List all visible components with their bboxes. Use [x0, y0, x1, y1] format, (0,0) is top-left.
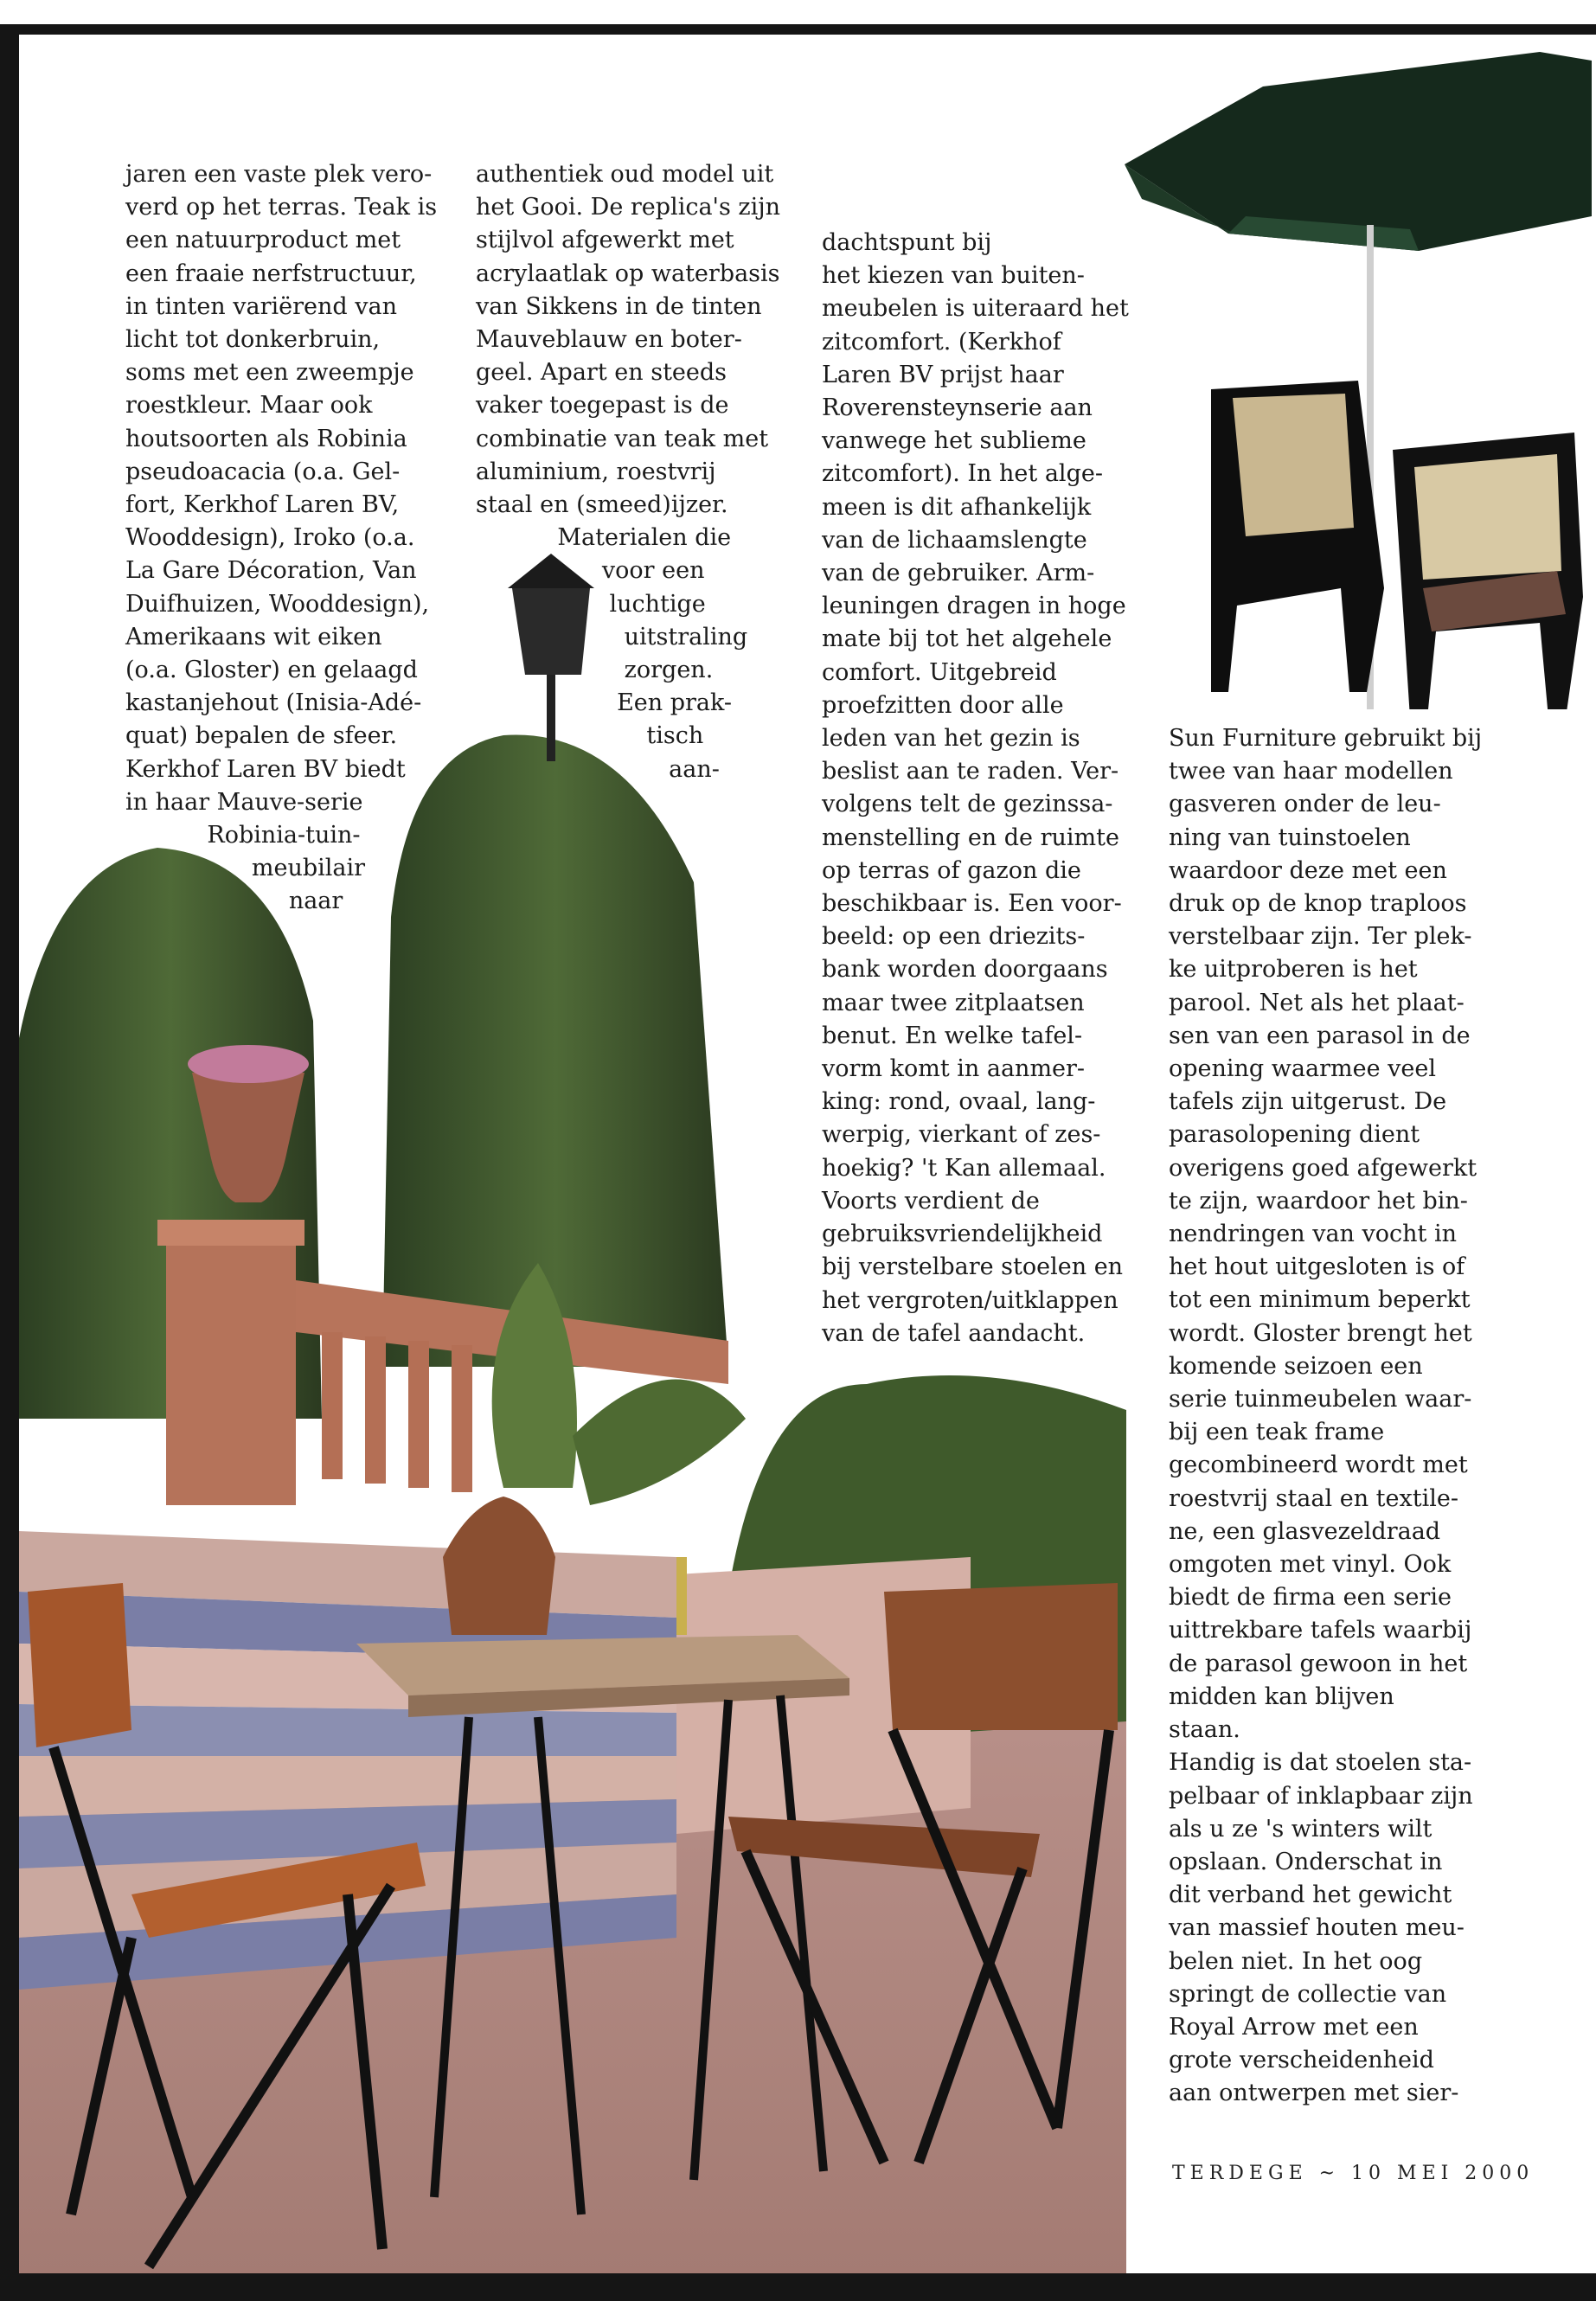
parasol-chairs-photo — [1125, 35, 1592, 709]
article-column-3: dachtspunt bij het kiezen van buiten- meubelen is uiteraard het zitcomfort. (Kerkhof Laren BV prijst haar Roverensteynserie aan vanwege het sublieme zitcomfort). In het alge- meen is dit afhankelijk van de lichaamslengte van de gebruiker. Arm- leuningen dragen in hoge mate bij tot het algehele comfort. Uitgebreid proefzitten door alle leden van het gezin is beslist aan te raden. Ver- volgens telt de gezinssa- menstelling en de ruimte op terras of gazon die beschikbaar is. Een voor- beeld: op een driezits- bank worden doorgaans maar twee zitplaatsen benut. En welke tafel- vorm komt in aanmer- king: rond, ovaal, lang- werpig, vierkant of zes- hoekig? 't Kan allemaal. Voorts verdient de gebruiksvriendelijkheid bij verstelbare stoelen en het vergroten/uitklappen van de tafel aandacht. — [822, 229, 1129, 1347]
article-column-4: Sun Furniture gebruikt bij twee van haar modellen gasveren onder de leu- ning van tuinstoelen waardoor deze met een druk op de knop traploos verstelbaar zijn. Ter plek- ke uitproberen is het parool. Net als het plaat- sen van een parasol in de opening waarmee veel tafels zijn uitgerust. De parasolopening dient overigens goed afgewerkt te zijn, waardoor het bin- nendringen van vocht in het hout uitgesloten is of tot een minimum beperkt wordt. Gloster brengt het komende seizoen een serie tuinmeubelen waar- bij een teak frame gecombineerd wordt met roestvrij staal en textile- ne, een glasvezeldraad omgoten met vinyl. Ook biedt de firma een serie uittrekbare tafels waarbij de parasol gewoon in het midden kan blijven staan. Handig is dat stoelen sta- pelbaar of inklapbaar zijn als u ze 's winters wilt opslaan. Onderschat in dit verband het gewicht van massief houten meu- belen niet. In het oog springt de collectie van Royal Arrow met een grote verscheidenheid aan ontwerpen met sier- — [1169, 725, 1483, 2107]
page-left-border — [0, 24, 19, 2301]
article-column-2: authentiek oud model uit het Gooi. De replica's zijn stijlvol afgewerkt met acrylaatlak op waterbasis van Sikkens in de tinten Mauveblauw en boter- geel. Apart en steeds vaker toegepast is de combinatie van teak met aluminium, roestvrij staal en (smeed)ijzer. Materialen die voor een luchtige uitstraling zorgen. Een prak- tisch aan- — [476, 161, 781, 783]
page-bottom-border — [0, 2273, 1596, 2301]
page-footer: TERDEGE ~ 10 MEI 2000 — [1172, 2163, 1535, 2184]
article-column-1: jaren een vaste plek vero- verd op het terras. Teak is een natuurproduct met een fraaie nerfstructuur, in tinten variërend van licht tot donkerbruin, soms met een zweempje roestkleur. Maar ook houtsoorten als Robinia pseudoacacia (o.a. Gel- fort, Kerkhof Laren BV, Wooddesign), Iroko (o.a. La Gare Décoration, Van Duifhuizen, Wooddesign), Amerikaans wit eiken (o.a. Gloster) en gelaagd kastanjehout (Inisia-Adé- quat) bepalen de sfeer. Kerkhof Laren BV biedt in haar Mauve-serie Robinia-tuin- meubilair naar — [125, 161, 438, 915]
page-top-border — [0, 24, 1596, 35]
